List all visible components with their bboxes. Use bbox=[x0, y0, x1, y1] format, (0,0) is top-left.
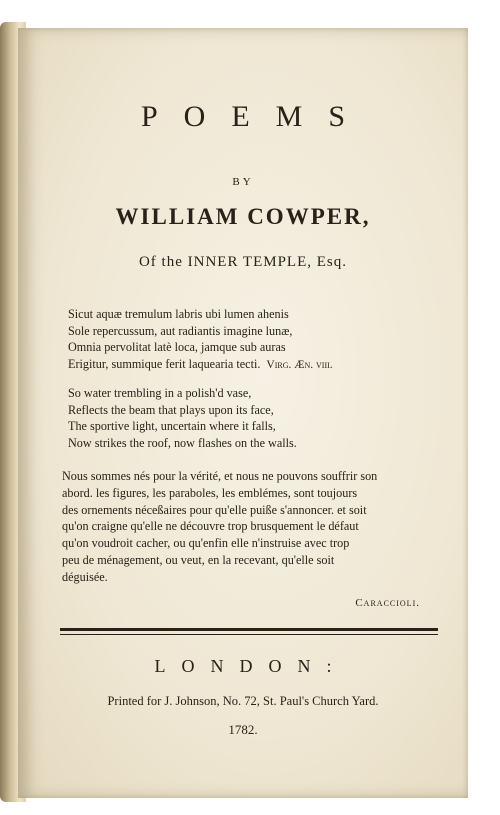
author-name: WILLIAM COWPER, bbox=[115, 204, 371, 229]
imprint-year: 1782. bbox=[228, 722, 258, 737]
french-line: abord. les figures, les paraboles, les emblémes, sont toujours bbox=[62, 485, 358, 500]
french-line: peu de ménagement, ou veut, en la recevant, qu'elle soit bbox=[62, 552, 335, 567]
french-attribution: Caraccioli. bbox=[355, 597, 420, 609]
latin-line-last bbox=[68, 356, 428, 374]
french-epigraph bbox=[62, 468, 436, 586]
english-line: The sportive light, uncertain where it falls, bbox=[68, 419, 276, 433]
double-rule-thick bbox=[60, 628, 438, 631]
double-rule-thin bbox=[60, 634, 438, 635]
french-line: qu'on voudroit cacher, ou qu'enfin elle n'instruise avec trop bbox=[62, 536, 350, 551]
latin-attribution: Virg. Æn. viii. bbox=[266, 358, 333, 371]
french-line: des ornements néceßaires pour qu'elle puiße s'annoncer. et soit bbox=[62, 502, 367, 517]
imprint-place: LONDON: bbox=[154, 656, 348, 676]
english-line: So water trembling in a polish'd vase, bbox=[68, 386, 252, 400]
latin-line: Erigitur, summique ferit laquearia tecti. bbox=[68, 356, 261, 371]
latin-line: Sole repercussum, aut radiantis imagine lunæ, bbox=[68, 323, 293, 338]
english-epigraph bbox=[68, 385, 428, 451]
imprint-printer: Printed for J. Johnson, No. 72, St. Paul's Church Yard. bbox=[107, 694, 379, 708]
book bbox=[0, 22, 488, 802]
french-line: qu'on craigne qu'elle ne découvre trop brusquement le défaut bbox=[62, 519, 359, 534]
by-line: BY bbox=[232, 176, 254, 188]
latin-epigraph bbox=[68, 306, 428, 373]
french-line: déguisée. bbox=[62, 569, 108, 584]
author-affiliation: Of the INNER TEMPLE, Esq. bbox=[138, 254, 348, 270]
english-line: Now strikes the roof, now flashes on the walls. bbox=[68, 435, 297, 450]
latin-line: Omnia pervolitat latè loca, jamque sub auras bbox=[68, 340, 286, 354]
show-through-texture bbox=[278, 148, 418, 316]
book-title: POEMS bbox=[140, 100, 372, 133]
english-line: Reflects the beam that plays upon its face, bbox=[68, 402, 274, 417]
french-line: Nous sommes nés pour la vérité, et nous ne pouvons souffrir son bbox=[62, 469, 378, 483]
title-page bbox=[18, 28, 468, 798]
latin-line: Sicut aquæ tremulum labris ubi lumen ahenis bbox=[68, 307, 289, 321]
